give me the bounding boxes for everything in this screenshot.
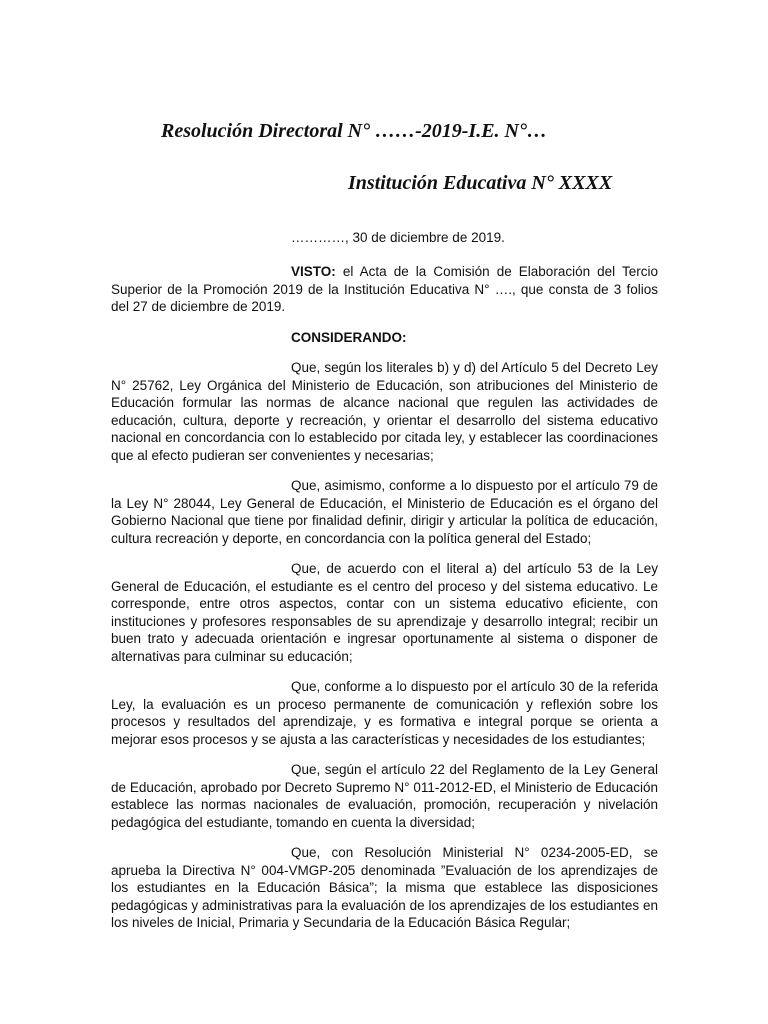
resolution-title: Resolución Directoral N° ……-2019-I.E. N°…: [161, 120, 547, 142]
considerando-paragraph-2: Que, asimismo, conforme a lo dispuesto por el artículo 79 de la Ley N° 28044, Ley General de Educación, el Ministerio de Educación es el órgano del Gobierno Nacional que tiene por finalidad definir, dirigir y articular la política de educación, cultura recreación y deporte, en concordancia con la política general del Estado;: [111, 478, 658, 546]
considerando-paragraph-6: Que, con Resolución Ministerial N° 0234-2005-ED, se aprueba la Directiva N° 004-VMGP-205 denominada ”Evaluación de los aprendizajes de los estudiantes en la Educación Básica”; la misma que establece las disposiciones pedagógicas y administrativas para la evaluación de los aprendizajes de los estudiantes en los niveles de Inicial, Primaria y Secundaria de la Educación Básica Regular;: [111, 845, 658, 930]
considerando-paragraph-3: Que, de acuerdo con el literal a) del artículo 53 de la Ley General de Educación, el estudiante es el centro del proceso y del sistema educativo. Le corresponde, entre otros aspectos, contar con un sistema educativo eficiente, con instituciones y profesores responsables de su aprendizaje y desarrollo integral; recibir un buen trato y adecuada orientación e ingresar oportunamente al sistema o disponer de alternativas para culminar su educación;: [111, 561, 658, 664]
considerando-paragraph-1: Que, según los literales b) y d) del Artículo 5 del Decreto Ley N° 25762, Ley Orgánica del Ministerio de Educación, son atribuciones del Ministerio de Educación formular las normas de alcance nacional que regulen las actividades de educación, cultura, deporte y recreación, y orientar el desarrollo del sistema educativo nacional en concordancia con lo establecido por citada ley, y establecer las coordinaciones que al efecto pudieran ser convenientes y necesarias;: [111, 360, 658, 463]
considerando-paragraph-5: Que, según el artículo 22 del Reglamento de la Ley General de Educación, aprobado por Decreto Supremo N° 011-2012-ED, el Ministerio de Educación establece las normas nacionales de evaluación, promoción, recuperación y nivelación pedagógica del estudiante, tomando en cuenta la diversidad;: [111, 762, 658, 830]
visto-text: el Acta de la Comisión de Elaboración del Tercio Superior de la Promoción 2019 de la Institución Educativa N° …., que consta de 3 folios del 27 de diciembre de 2019.: [111, 264, 658, 314]
institution-subtitle: Institución Educativa N° XXXX: [348, 172, 613, 194]
document-date: …………, 30 de diciembre de 2019.: [291, 230, 505, 245]
document-body: [111, 263, 658, 945]
considerando-heading: CONSIDERANDO:: [291, 329, 407, 345]
visto-paragraph: [111, 263, 658, 316]
considerando-paragraph-4: Que, conforme a lo dispuesto por el artículo 30 de la referida Ley, la evaluación es un proceso permanente de comunicación y reflexión sobre los procesos y resultados del aprendizaje, y es formativa e integral porque se orienta a mejorar esos procesos y se ajusta a las características y necesidades de los estudiantes;: [111, 679, 658, 747]
visto-label: VISTO:: [291, 264, 336, 279]
